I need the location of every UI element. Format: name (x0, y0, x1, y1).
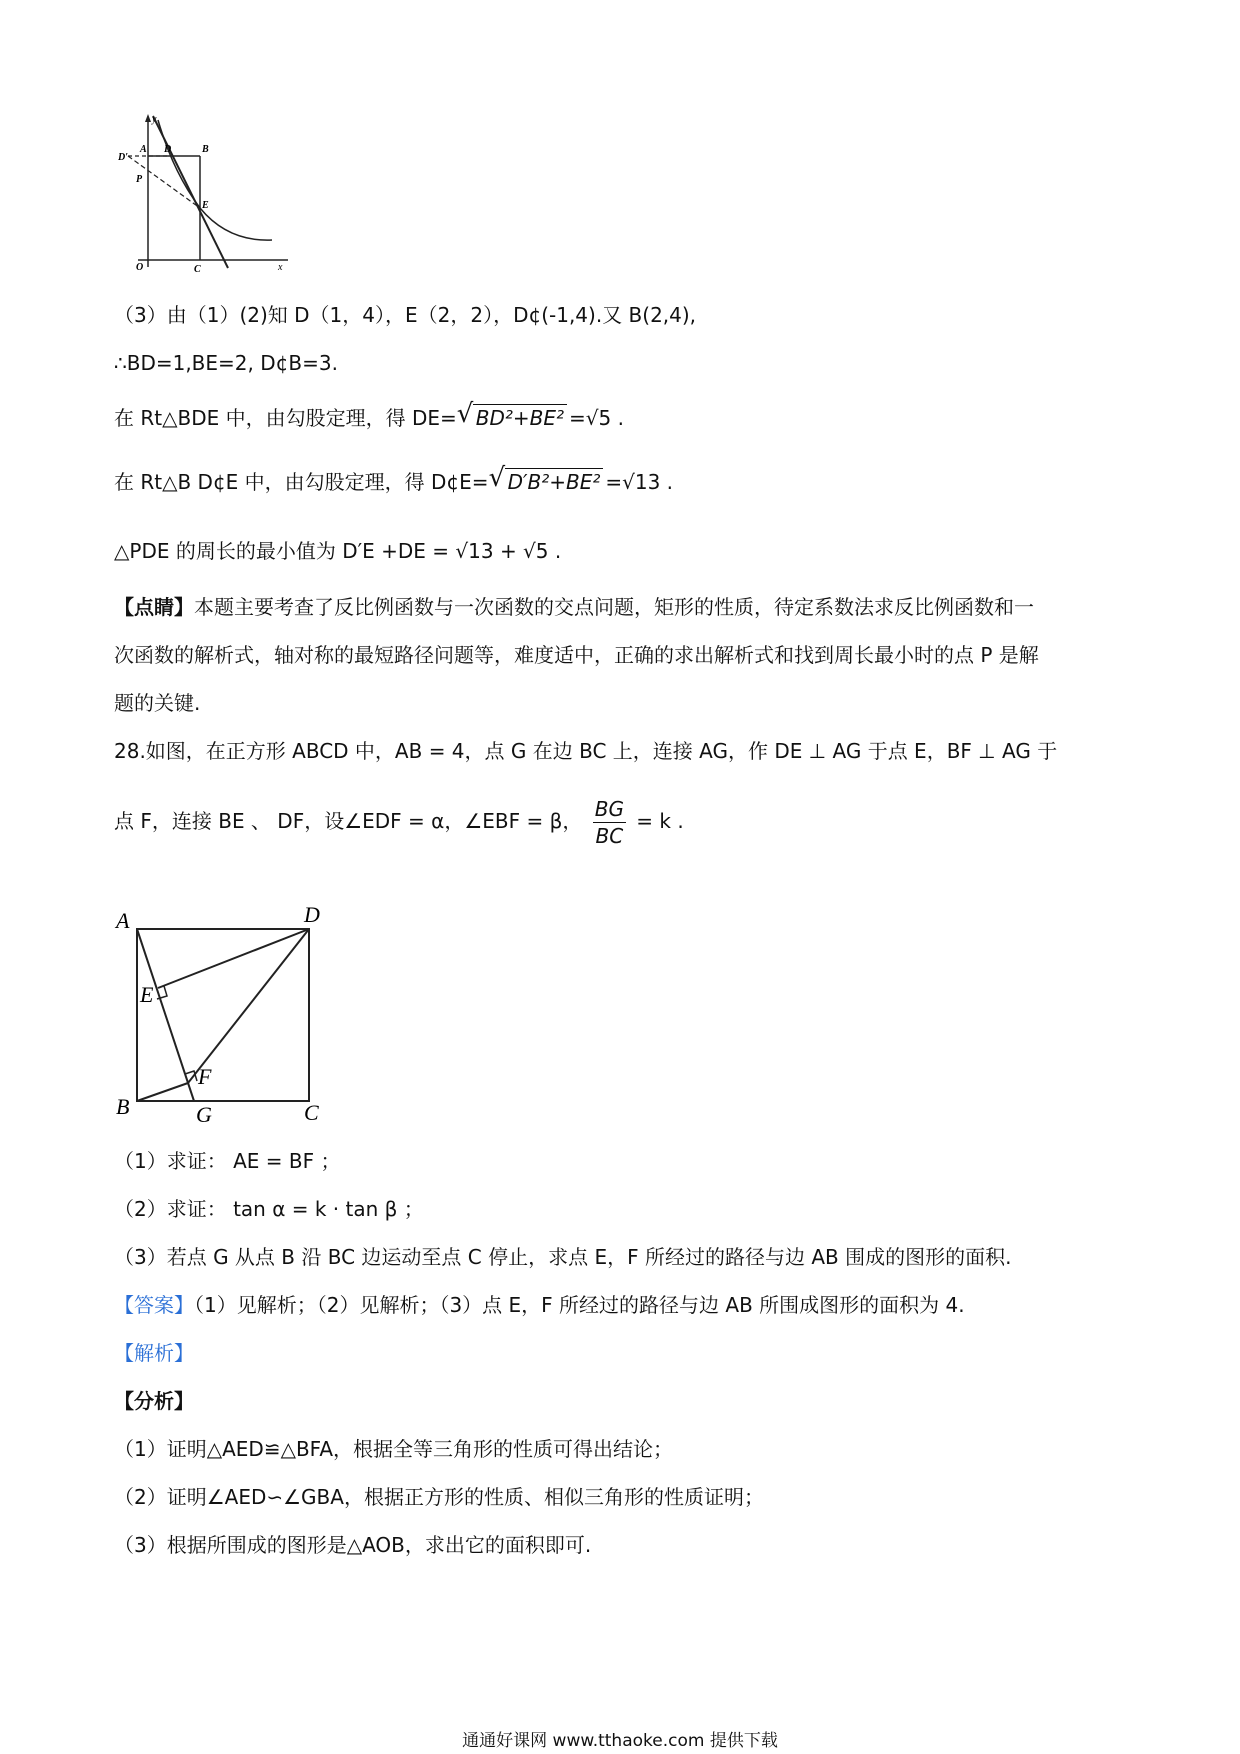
answer-line (114, 1292, 965, 1318)
q28-line-2-prefix: 点 F，连接 BE 、 DF，设∠EDF = α，∠EBF = β， (114, 809, 583, 833)
fig1-label-e: E (202, 200, 209, 211)
jiexi-label: 【解析】 (114, 1341, 194, 1365)
radicand-bd-be: BD²+BE² (473, 404, 567, 431)
answer-label: 【答案】 (114, 1293, 194, 1317)
part3-line-3-suffix: =√5 . (569, 406, 624, 430)
fig1-label-d: D (164, 144, 172, 155)
dianjing-line-3: 题的关键. (114, 691, 201, 715)
figure-square-abcd (114, 900, 334, 1130)
sqrt-dprime-b-be: √ D′B²+BE² (489, 468, 604, 495)
fenxi-line-1: （1）证明△AED≌△BFA，根据全等三角形的性质可得出结论； (114, 1437, 674, 1461)
fig1-label-b: B (202, 144, 209, 155)
question-28-line-1: 28.如图，在正方形 ABCD 中，AB = 4，点 G 在边 BC 上，连接 AG，作 DE ⊥ AG 于点 E，BF ⊥ AG 于 (114, 739, 1058, 763)
fig1-label-a: A (140, 144, 147, 155)
fig2-label-e: E (140, 982, 154, 1007)
q28-line-2-suffix: = k . (636, 809, 684, 833)
fraction-bg-bc (593, 796, 626, 849)
fig2-label-a: A (116, 908, 130, 933)
fig2-label-c: C (304, 1100, 319, 1125)
part3-line-2: ∴BD=1,BE=2, D¢B=3. (114, 351, 338, 375)
fig2-label-f: F (198, 1064, 212, 1089)
dianjing-text-1: 本题主要考查了反比例函数与一次函数的交点问题，矩形的性质，待定系数法求反比例函数和一 (194, 595, 1034, 619)
fig1-label-p: P (136, 174, 143, 185)
page-footer: 通通好课网 www.tthaoke.com 提供下载 (462, 1731, 778, 1751)
question-28-part-1: （1）求证： AE = BF ； (114, 1149, 341, 1173)
question-28-part-3: （3）若点 G 从点 B 沿 BC 边运动至点 C 停止，求点 E，F 所经过的路径与边 AB 围成的图形的面积. (114, 1245, 1012, 1269)
part3-line-3 (114, 399, 624, 431)
dianjing-line-2: 次函数的解析式，轴对称的最短路径问题等，难度适中，正确的求出解析式和找到周长最小时的点 P 是解 (114, 643, 1039, 667)
part3-line-4 (114, 463, 674, 495)
part3-line-4-suffix: =√13 . (605, 470, 674, 494)
fig1-label-c: C (194, 264, 201, 272)
fig1-label-dprime: D′ (118, 152, 129, 163)
radicand-dprime-b-be: D′B²+BE² (505, 468, 604, 495)
part3-line-4-prefix: 在 Rt△B D¢E 中，由勾股定理，得 D¢E= (114, 470, 489, 494)
fig2-label-b: B (116, 1094, 130, 1119)
fig1-label-y: y (152, 114, 157, 125)
fraction-denominator: BC (595, 824, 624, 848)
part3-line-1: （3）由（1）(2)知 D（1，4），E（2，2），D¢(-1,4).又 B(2,4), (114, 303, 697, 327)
fenxi-line-2: （2）证明∠AED∽∠GBA，根据正方形的性质、相似三角形的性质证明； (114, 1485, 764, 1509)
sqrt-bd-be: √ BD²+BE² (457, 404, 567, 431)
fraction-numerator: BG (594, 797, 624, 821)
fenxi-label: 【分析】 (114, 1389, 194, 1413)
figure-coordinate-graph (118, 112, 293, 272)
fig2-label-d: D (304, 902, 320, 927)
part3-line-5: △PDE 的周长的最小值为 D′E +DE = √13 + √5 . (114, 539, 562, 563)
fig2-label-g: G (196, 1102, 212, 1127)
dianjing-label: 【点睛】 (114, 595, 194, 619)
fig1-label-o: O (136, 262, 144, 272)
fig1-label-x: x (278, 262, 283, 272)
question-28-line-2 (114, 796, 684, 849)
answer-text: （1）见解析；（2）见解析；（3）点 E，F 所经过的路径与边 AB 所围成图形的面积为 4. (194, 1293, 965, 1317)
part3-line-3-prefix: 在 Rt△BDE 中，由勾股定理，得 DE= (114, 406, 457, 430)
dianjing-line-1 (114, 594, 1034, 620)
question-28-part-2: （2）求证： tan α = k · tan β ； (114, 1197, 424, 1221)
fenxi-line-3: （3）根据所围成的图形是△AOB，求出它的面积即可. (114, 1533, 592, 1557)
